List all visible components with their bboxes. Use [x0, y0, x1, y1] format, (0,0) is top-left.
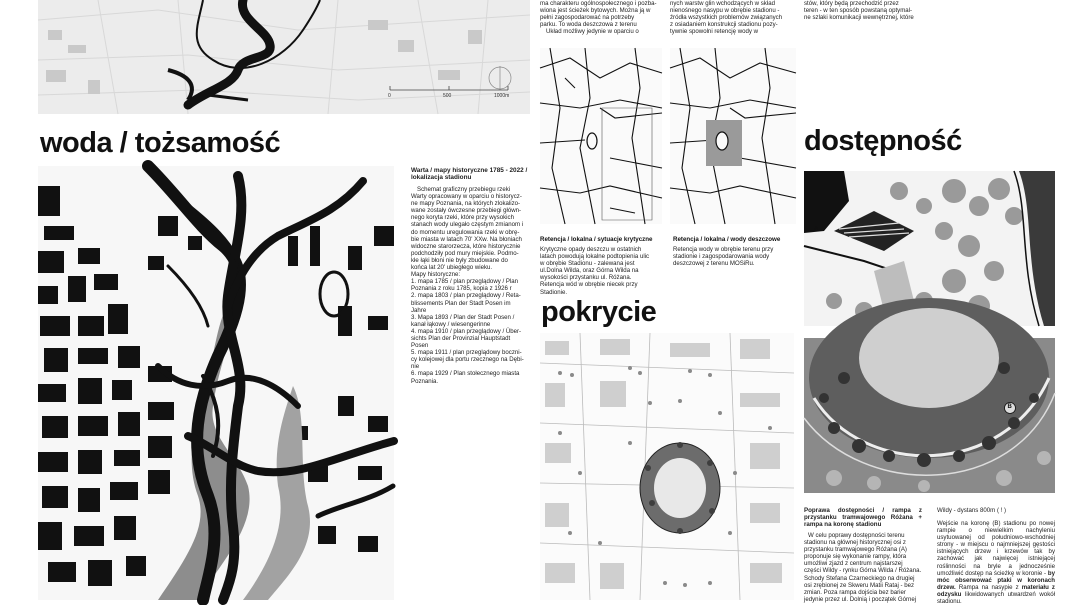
access-map-ramp-b	[804, 338, 1055, 493]
marker-b: B	[1007, 404, 1012, 410]
retencja-map-2	[670, 48, 796, 224]
poprawa-title: Poprawa dostępności / rampa z przystanku tramwajowego Różana + rampa na koronę stadionu	[804, 507, 922, 529]
warta-description: Schemat graficzny przebiegu rzeki Warty opracowany w oparciu o historycz- ne mapy Poznania, na których zlokalizo- wane zostały ówczesne przebiegi główn- nego koryta rzeki, które przy wysokich stanach wody ulegało częstym zmianom i do momentu uregulowania rzeki w obrę- bie miasta w latach 70' XXw. Na błoniach widoczne starorzecza, które historycznie podchodziły pod mury miejskie. Podmo- kłe łąki błoni nie były zbudowane do końca lat 20' ubiegłego wieku. Mapy historyczne: 1. mapa 1785 / plan przeglądowy / Plan Poznania z roku 1785, kopia z 1926 r 2. mapa 1803 / plan przeglądowy / Reta- blissements Plan der Stadt Posen im Jahre 3. Mapa 1893 / Plan der Stadt Posen / kanał łąkowy / wiesengerinne 4. mapa 1910 / plan przeglądowy / Über- sichts Plan der Provinzial Hauptstadt Posen 5. mapa 1911 / plan przeglądowy boczni- cy kolejowej dla portu rzecznego na Dębi- nie 6. mapa 1929 / Plan stołecznego miasta Poznania.	[411, 186, 524, 385]
warta-river-map	[38, 166, 394, 600]
scalebar-label-1000: 1000m	[494, 93, 510, 99]
wildy-description: Wejście na koronę (B) stadionu po nowej rampie o niewielkim nachyleniu usytuowanej od południowo-wschodniej strony - w miejscu o najmniejszej gęstości istniejących drzew i krzewów tak by zachować jak najwięcej istniejącej roślinności na bryle a jednocześnie umożliwić dostęp na ścieżkę w koronie - by móc obserwować ptaki w koronach drzew. Rampa na nasypie z materiału z odzysku likwidowanych utwardzeń wokół stadionu.	[937, 520, 1055, 605]
scalebar-label-0: 0	[388, 93, 391, 99]
retencja1-description: Krytyczne opady deszczu w ostatnich latach powodują lokalne podtopienia ulic w obrębie Stadionu - zalewana jest ul.Dolna Wilda, oraz Górna Wilda na wysokości przystanku ul. Różana. Retencja wód w obrębie niecek przy Stadionie.	[540, 246, 650, 296]
marker-a: A	[814, 226, 819, 232]
wildy-head: Wildy - dystans 800m ( ! )	[937, 507, 1007, 514]
top-text-col2: nych warstw glin wchodzących w skład nienośnego nasypu w obrębie stadionu - źródła wszystkich problemów związanych z osiadaniem konstrukcji stadionu pozy- tywnie spowolni retencję wody w	[670, 0, 783, 36]
retencja2-title: Retencja / lokalna / wody deszczowe	[673, 236, 781, 243]
section-title-dostepnosc: dostępność	[804, 125, 962, 157]
historic-map-top	[38, 0, 530, 114]
retencja1-title: Retencja / lokalna / sytuacje krytyczne	[540, 236, 653, 243]
scalebar-label-500: 500	[443, 93, 452, 99]
warta-title: Warta / mapy historyczne 1785 - 2022 / lokalizacja stadionu	[411, 167, 528, 182]
section-title-pokrycie: pokrycie	[541, 296, 657, 328]
top-text-col1: ma charakteru ogólnospołecznego i pozba- wiona jest ścieżek bytowych. Można ją w pełni zagospodarować na potrzeby parku. To woda deszczowa z terenu Układ możliwy jedynie w oparciu o	[540, 0, 657, 36]
section-title-woda: woda / tożsamość	[40, 127, 281, 159]
poprawa-description: W celu poprawy dostępności terenu stadionu na głównej historycznej osi z przystanku tramwajowego Różana (A) proponuje się wykonanie rampy, która umożliwi zjazd z centrum najstarszej części Wildy - rynku Górna Wilda / Różana. Schody Stefana Czarneckiego na drugiej osi zrębionej ze Skweru Matii Rataj - bez zmian. Poza rampa dojścia bez barier jedynie przez ul. Dolnią i początek Górnej	[804, 532, 922, 603]
retencja-map-1	[540, 48, 662, 224]
top-text-col3: stów, który będą przechodzić przez teren - w ten sposób powstaną optymal- ne szlaki komunikacji wewnętrznej, które	[804, 0, 914, 22]
pokrycie-map	[540, 333, 794, 600]
retencja2-description: Retencja wody w obrębie terenu przy stadionie i zagospodarowania wody deszczowej z terenu MOSiRu.	[673, 246, 774, 268]
